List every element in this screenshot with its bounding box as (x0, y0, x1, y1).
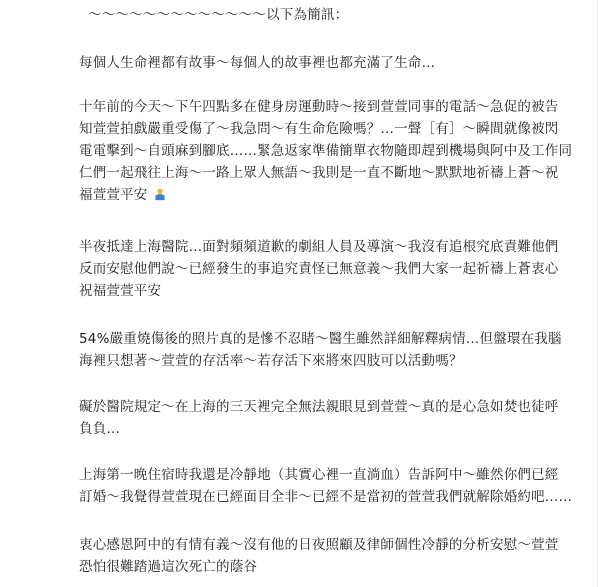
paragraph-3-line-1: 半夜抵達上海醫院…面對頻頻道歉的劇組人員及導演～我沒有追根究底責難他們 (79, 239, 559, 255)
paragraph-6-line-1: 上海第一晚住宿時我還是冷靜地（其實心裡一直淌血）告訴阿中～雖然你們已經 (79, 467, 559, 483)
paragraph-2-line-1: 十年前的今天～下午四點多在健身房運動時～接到萱萱同事的電話～急促的被告 (79, 99, 559, 115)
paragraph-5-line-1: 礙於醫院規定～在上海的三天裡完全無法親眼見到萱萱～真的是心急如焚也徒呼 (79, 399, 559, 415)
paragraph-7-line-2: 恐怕很難踏過這次死亡的蔭谷 (79, 559, 258, 575)
paragraph-1-line-1: 每個人生命裡都有故事～每個人的故事裡也都充滿了生命… (79, 55, 436, 71)
paragraph-3-line-3: 祝福萱萱平安 (79, 283, 162, 299)
praying-person-emoji (153, 187, 167, 201)
paragraph-2-line-4: 仁們一起飛往上海～一路上眾人無語～我則是一直不斷地～默默地祈禱上蒼～祝 (79, 165, 559, 181)
paragraph-4-line-2: 海裡只想著～萱萱的存活率～若存活下來將來四肢可以活動嗎？ (79, 353, 463, 369)
paragraph-3-line-2: 反而安慰他們說～已經發生的事追究責怪已無意義～我們大家一起祈禱上蒼衷心 (79, 261, 559, 277)
paragraph-2-line-2: 知萱萱拍戲嚴重受傷了～我急問～有生命危險嗎？…一聲［有］～瞬間就像被閃 (79, 121, 559, 137)
header-line: ～～～～～～～～～～～～～以下為簡訊： (88, 7, 349, 23)
paragraph-2-line-5 (79, 184, 167, 206)
paragraph-5-line-2: 負負… (79, 421, 121, 437)
paragraph-7-line-1: 衷心感恩阿中的有情有義～沒有他的日夜照顧及律師個性冷靜的分析安慰～萱萱 (79, 537, 559, 553)
paragraph-2-line-5-text: 福萱萱平安 (79, 187, 148, 203)
paragraph-4-line-1: 54%嚴重燒傷後的照片真的是慘不忍睹～醫生雖然詳細解釋病情…但盤環在我腦 (79, 331, 562, 347)
paragraph-6-line-2: 訂婚～我覺得萱萱現在已經面目全非～已經不是當初的萱萱我們就解除婚約吧…… (79, 489, 573, 505)
paragraph-2-line-3: 電電擊到～自頭麻到腳底……緊急返家準備簡單衣物隨即趕到機場與阿中及工作同 (79, 143, 573, 159)
